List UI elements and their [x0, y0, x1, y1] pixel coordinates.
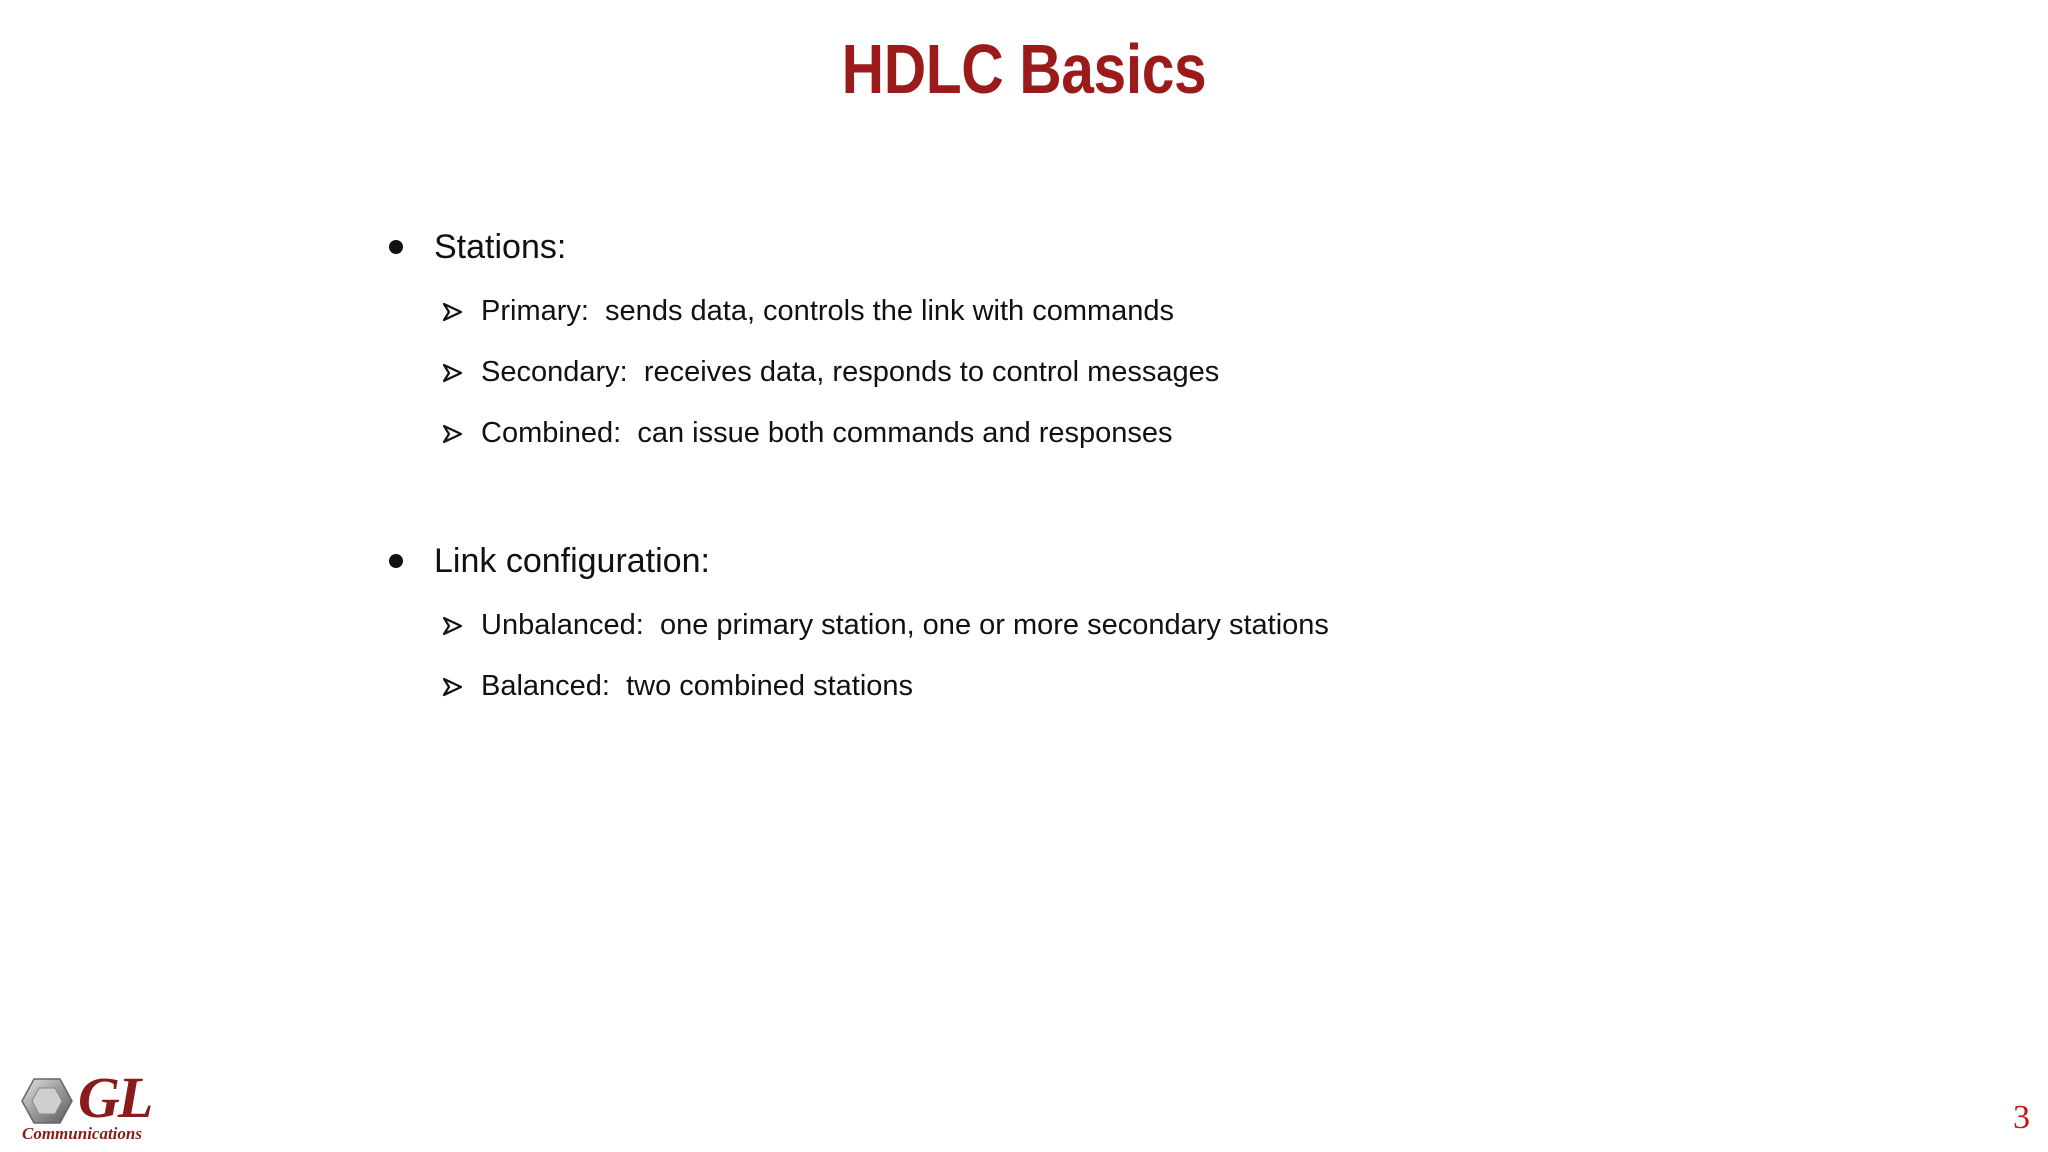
list-item: Combined: can issue both commands and responses [481, 417, 1173, 449]
list-item: Secondary: receives data, responds to control messages [481, 356, 1220, 388]
arrow-bullet-icon [441, 361, 465, 385]
list-item: Unbalanced: one primary station, one or more secondary stations [481, 609, 1329, 641]
list-item: Balanced: two combined stations [481, 670, 914, 702]
hexagon-logo-icon [20, 1076, 74, 1126]
section-heading-stations: Stations: [434, 228, 567, 266]
logo-subtitle: Communications [22, 1124, 142, 1143]
list-item: Primary: sends data, controls the link with commands [481, 295, 1175, 327]
page-number: 3 [2013, 1099, 2030, 1136]
bullet-icon [389, 554, 403, 568]
arrow-bullet-icon [441, 300, 465, 324]
bullet-icon [389, 240, 403, 254]
logo-mark: GL [78, 1065, 152, 1130]
arrow-bullet-icon [441, 675, 465, 699]
arrow-bullet-icon [441, 614, 465, 638]
arrow-bullet-icon [441, 422, 465, 446]
section-heading-link-configuration: Link configuration: [434, 542, 710, 580]
slide-title: HDLC Basics [841, 30, 1207, 108]
